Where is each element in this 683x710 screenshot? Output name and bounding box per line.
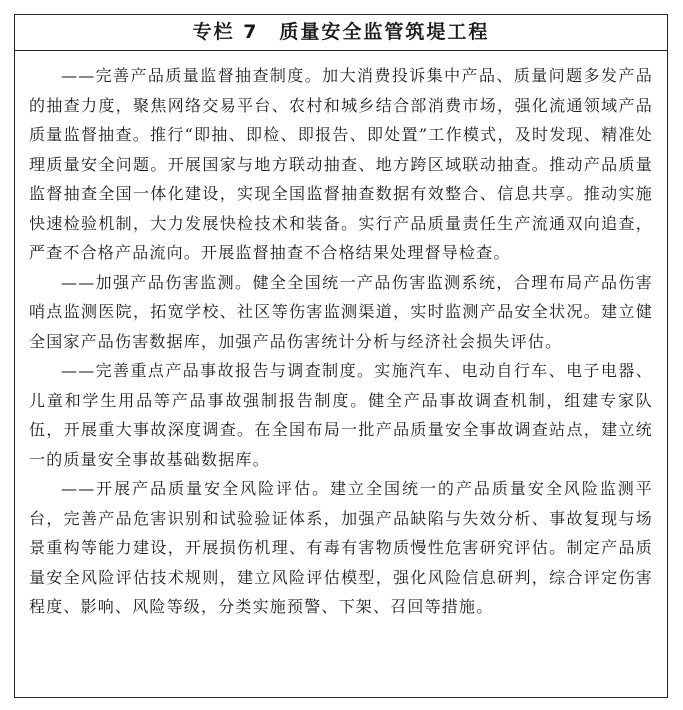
column-box	[14, 14, 668, 698]
paragraph-injury-monitoring: ——加强产品伤害监测。健全全国统一产品伤害监测系统，合理布局产品伤害哨点监测医院，拓宽学校、社区等伤害监测渠道，实时监测产品安全状况。建立健全国家产品伤害数据库，加强产品伤害统计分析与经济社会损失评估。	[29, 272, 653, 351]
column-body	[15, 51, 667, 622]
paragraph-risk-assessment: ——开展产品质量安全风险评估。建立全国统一的产品质量安全风险监测平台，完善产品危害识别和试验验证体系，加强产品缺陷与失效分析、事故复现与场景重构等能力建设，开展损伤机理、有毒有害物质慢性危害研究评估。制定产品质量安全风险评估技术规则，建立风险评估模型，强化风险信息研判，综合评定伤害程度、影响、风险等级，分类实施预警、下架、召回等措施。	[29, 479, 653, 616]
paragraph-quality-spot-check: ——完善产品质量监督抽查制度。加大消费投诉集中产品、质量问题多发产品的抽查力度，聚焦网络交易平台、农村和城乡结合部消费市场，强化流通领域产品质量监督抽查。推行“即抽、即检、即报告、即处置”工作模式，及时发现、精准处理质量安全问题。开展国家与地方联动抽查、地方跨区域联动抽查。推动产品质量监督抽查全国一体化建设，实现全国监督抽查数据有效整合、信息共享。推动实施快速检验机制，大力发展快检技术和装备。实行产品质量责任生产流通双向追查，严查不合格产品流向。开展监督抽查不合格结果处理督导检查。	[29, 66, 653, 262]
column-title: 专栏 7 质量安全监管筑堤工程	[15, 15, 667, 51]
paragraph-accident-reporting: ——完善重点产品事故报告与调查制度。实施汽车、电动自行车、电子电器、儿童和学生用品等产品事故强制报告制度。健全产品事故调查机制，组建专家队伍，开展重大事故深度调查。在全国布局一批产品质量安全事故调查站点，建立统一的质量安全事故基础数据库。	[29, 361, 653, 469]
